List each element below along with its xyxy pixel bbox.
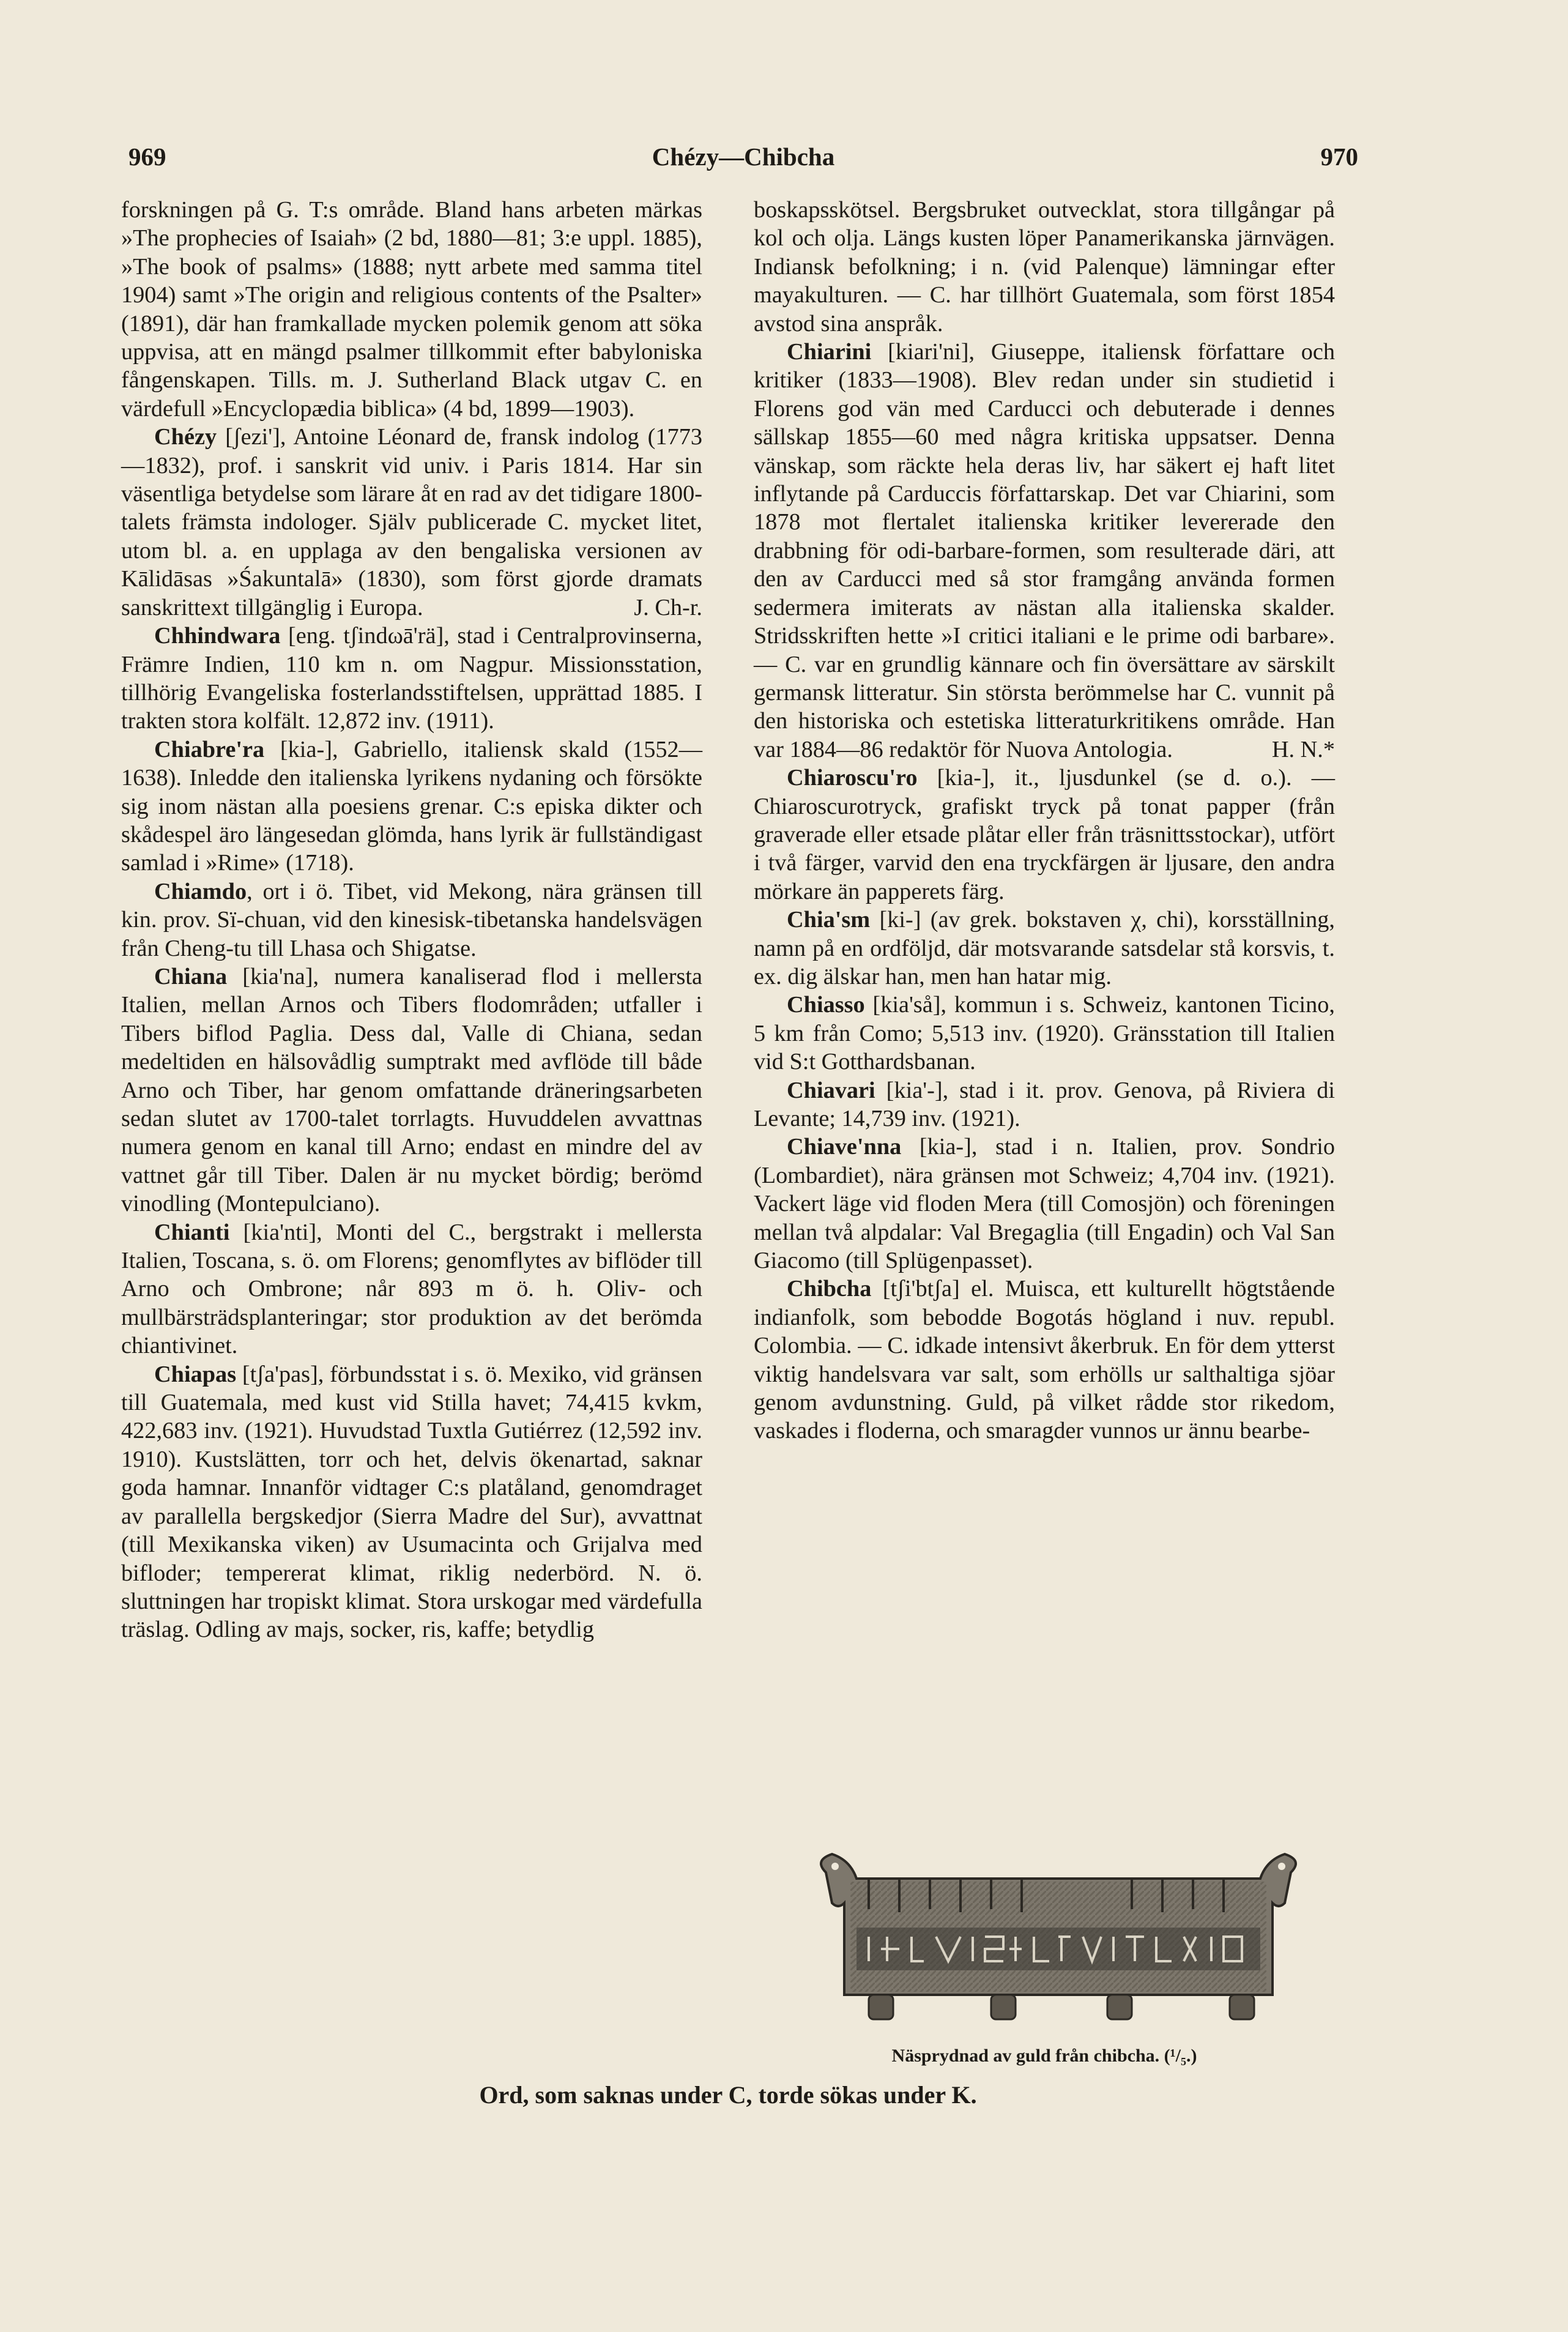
entry-headword: Chhindwara <box>154 623 281 649</box>
entry-headword: Chiana <box>154 963 228 989</box>
dictionary-entry <box>754 1275 1335 1445</box>
author-signature: J. Ch-r. <box>634 594 702 620</box>
entry-text: [tʃi'btʃa] el. Muisca, ett kulturellt högtstående indianfolk, som bebodde Bogotás högland i nuv. republ. Colombia. — C. idkade intensivt åkerbruk. En för dem ytterst viktig handelsvara var salt, som erhölls ur salthaltiga sjöar genom avdunstning. Guld, på vilket rådde stor rikedom, vaskades i floderna, och smaragder vunnos ur ännu bearbe- <box>754 1276 1335 1444</box>
figure-caption: Näsprydnad av guld från chibcha. (¹/₅.) <box>891 2046 1197 2066</box>
dictionary-entry <box>754 1076 1335 1133</box>
dictionary-entry <box>754 338 1335 764</box>
right-page-number: 970 <box>1320 143 1358 171</box>
entry-text: [kia'-], stad i it. prov. Genova, på Riviera di Levante; 14,739 inv. (1921). <box>754 1077 1335 1131</box>
entry-text: [kia'na], numera kanaliserad flod i mellersta Italien, mellan Arnos och Tibers flodområden; utfaller i Tibers biflod Paglia. Dess dal, Valle di Chiana, sedan medeltiden en hälsovådlig sumptrakt med avflöde till både Arno och Tiber, har genom omfattande dräneringsarbeten sedan slutet av 1700-talet torrlagts. Huvuddelen avvattnas numera genom en kanal till Arno; endast en mindre del av vattnet går till Tiber. Dalen är nu mycket bördig; berömd vinodling (Montepulciano). <box>121 963 702 1217</box>
entry-headword: Chiabre'ra <box>154 736 265 762</box>
dictionary-entry <box>121 963 702 1218</box>
entry-text: [kia-], Gabriello, italiensk skald (1552—1638). Inledde den italienska lyrikens nydaning och försökte sig inom nästan alla poesiens grenar. C:s episka dikter och skådespel äro längesedan glömda, hans lyrik är fullständigast samlad i »Rime» (1718). <box>121 736 702 876</box>
entry-headword: Chiave'nna <box>787 1134 902 1160</box>
entry-text: [kia-], it., ljusdunkel (se d. o.). — Chiaroscurotryck, grafiskt tryck på tonat papper (från graverade eller etsade plåtar eller från träsnittsstockar), utfört i två färger, varvid den ena tryckfärgen är ljusare, den andra mörkare än papperets färg. <box>754 765 1335 904</box>
dictionary-entry <box>121 736 702 877</box>
entry-headword: Chiapas <box>154 1361 237 1387</box>
entry-text: [kia'nti], Monti del C., bergstrakt i mellersta Italien, Toscana, s. ö. om Florens; genomflytes av biflöder till Arno och Ombrone; når 893 m ö. h. Oliv- och mullbärsträdsplanteringar; stor produktion av det berömda chiantivinet. <box>121 1219 702 1359</box>
entry-text: boskapsskötsel. Bergsbruket outvecklat, stora tillgångar på kol och olja. Längs kusten löper Panamerikanska järnvägen. Indiansk befolkning; i n. (vid Palenque) lämningar efter mayakulturen. — C. har tillhört Guatemala, som först 1854 avstod sina anspråk. <box>754 197 1335 337</box>
entry-text: forskningen på G. T:s område. Bland hans arbeten märkas »The prophecies of Isaiah» (2 bd, 1880—81; 3:e uppl. 1885), »The book of psalms» (1888; nytt arbete med samma titel 1904) samt »The origin and religious contents of the Psalter» (1891), där han framkallade mycken polemik genom att söka uppvisa, att en mängd psalmer tillkommit efter babyloniska fångenskapen. Tills. m. J. Sutherland Black utgav C. en värdefull »Encyclopædia biblica» (4 bd, 1899—1903). <box>121 197 702 422</box>
entry-text: [kia-], stad i n. Italien, prov. Sondrio (Lombardiet), nära gränsen mot Schweiz; 4,704 inv. (1921). Vackert läge vid floden Mera (till Comosjön) och föreningen mellan två alpdalar: Val Bregaglia (till Engadin) och Val San Giacomo (till Splügenpasset). <box>754 1134 1335 1274</box>
continued-text <box>754 196 1335 338</box>
dictionary-entry <box>121 1360 702 1644</box>
gold-nose-ornament-figure <box>789 1836 1328 2038</box>
dictionary-entry <box>121 423 702 622</box>
entry-headword: Chibcha <box>787 1276 872 1302</box>
dictionary-entry <box>754 906 1335 991</box>
dictionary-entry <box>121 1218 702 1360</box>
left-page-number: 969 <box>128 143 166 171</box>
entry-text: [ki-] (av grek. bokstaven χ, chi), korsställning, namn på en ordföljd, där motsvarande satsdelar stå korsvis, t. ex. dig älskar han, men han hatar mig. <box>754 907 1335 989</box>
left-column <box>121 196 702 1644</box>
dictionary-entry <box>754 764 1335 906</box>
entry-headword: Chiaroscu'ro <box>787 765 918 791</box>
entry-text: [ʃezi'], Antoine Léonard de, fransk indolog (1773—1832), prof. i sanskrit vid univ. i Paris 1814. Har sin väsentliga betydelse som lärare åt en rad av det tidigare 1800-talets främsta indologer. Själv publicerade C. mycket litet, utom bl. a. en upplaga av den bengaliska versionen av Kālidāsas »Śakuntalā» (1830), som först gjorde dramats sanskrittext tillgänglig i Europa. <box>121 424 702 620</box>
page-header <box>128 142 1358 185</box>
entry-headword: Chiamdo <box>154 878 247 904</box>
entry-headword: Chia'sm <box>787 907 871 933</box>
author-signature: H. N.* <box>1271 736 1335 762</box>
right-column <box>754 196 1335 1445</box>
entry-headword: Chiasso <box>787 992 865 1018</box>
nose-ornament-illustration <box>789 1836 1328 2038</box>
entry-text: , ort i ö. Tibet, vid Mekong, nära gränsen till kin. prov. Sï-chuan, vid den kinesisk-tibetanska handelsvägen från Cheng-tu till Lhasa och Shigatse. <box>121 878 702 961</box>
continued-text <box>121 196 702 423</box>
footer-note: Ord, som saknas under C, torde sökas under K. <box>479 2081 977 2109</box>
entry-text: [kia'så], kommun i s. Schweiz, kantonen Ticino, 5 km från Como; 5,513 inv. (1920). Gränsstation till Italien vid S:t Gotthardsbanan. <box>754 992 1335 1075</box>
entry-headword: Chiavari <box>787 1077 875 1103</box>
dictionary-entry <box>754 1133 1335 1275</box>
entry-text: [tʃa'pas], förbundsstat i s. ö. Mexiko, vid gränsen till Guatemala, med kust vid Stilla havet; 74,415 kvkm, 422,683 inv. (1921). Huvudstad Tuxtla Gutiérrez (12,592 inv. 1910). Kustslätten, torr och het, delvis ökenartad, saknar goda hamnar. Innanför vidtager C:s platåland, genomdraget av parallella bergskedjor (Sierra Madre del Sur), avvattnat (till Mexikanska viken) av Usumacinta och Grijalva med bifloder; tempererat klimat, riklig nederbörd. N. ö. sluttningen har tropiskt klimat. Stora urskogar med värdefulla träslag. Odling av majs, socker, ris, kaffe; betydlig <box>121 1361 702 1643</box>
dictionary-entry <box>121 877 702 963</box>
entry-text: [kiari'ni], Giuseppe, italiensk författare och kritiker (1833—1908). Blev redan under sin studietid i Florens god vän med Carducci och debuterade i dennes sällskap 1855—60 med några kritiska uppsatser. Denna vänskap, som räckte hela deras liv, har säkert ej haft litet inflytande på Carduccis författarskap. Det var Chiarini, som 1878 mot flertalet italienska kritiker levererade den drabbning för odi-barbare-formen, som resulterade däri, att den av Carducci med så stor framgång använda formen sedermera imiterats av nästan alla italienska skalder. Stridsskriften hette »I critici italiani e le prime odi barbare». — C. var en grundlig kännare och fin översättare av särskilt germansk litteratur. Sin största berömmelse har C. vunnit på den historiska och estetiska litteraturkritikens område. Han var 1884—86 redaktör för Nuova Antologia. <box>754 339 1335 762</box>
running-title: Chézy—Chibcha <box>652 143 835 171</box>
dictionary-entry <box>121 622 702 736</box>
entry-text: [eng. tʃindωā'rä], stad i Centralprovinserna, Främre Indien, 110 km n. om Nagpur. Missionsstation, tillhörig Evangeliska fosterlandsstiftelsen, upprättad 1885. I trakten stora kolfält. 12,872 inv. (1911). <box>121 623 702 734</box>
entry-headword: Chiarini <box>787 339 872 365</box>
entry-headword: Chianti <box>154 1219 230 1245</box>
dictionary-entry <box>754 991 1335 1076</box>
entry-headword: Chézy <box>154 424 217 450</box>
